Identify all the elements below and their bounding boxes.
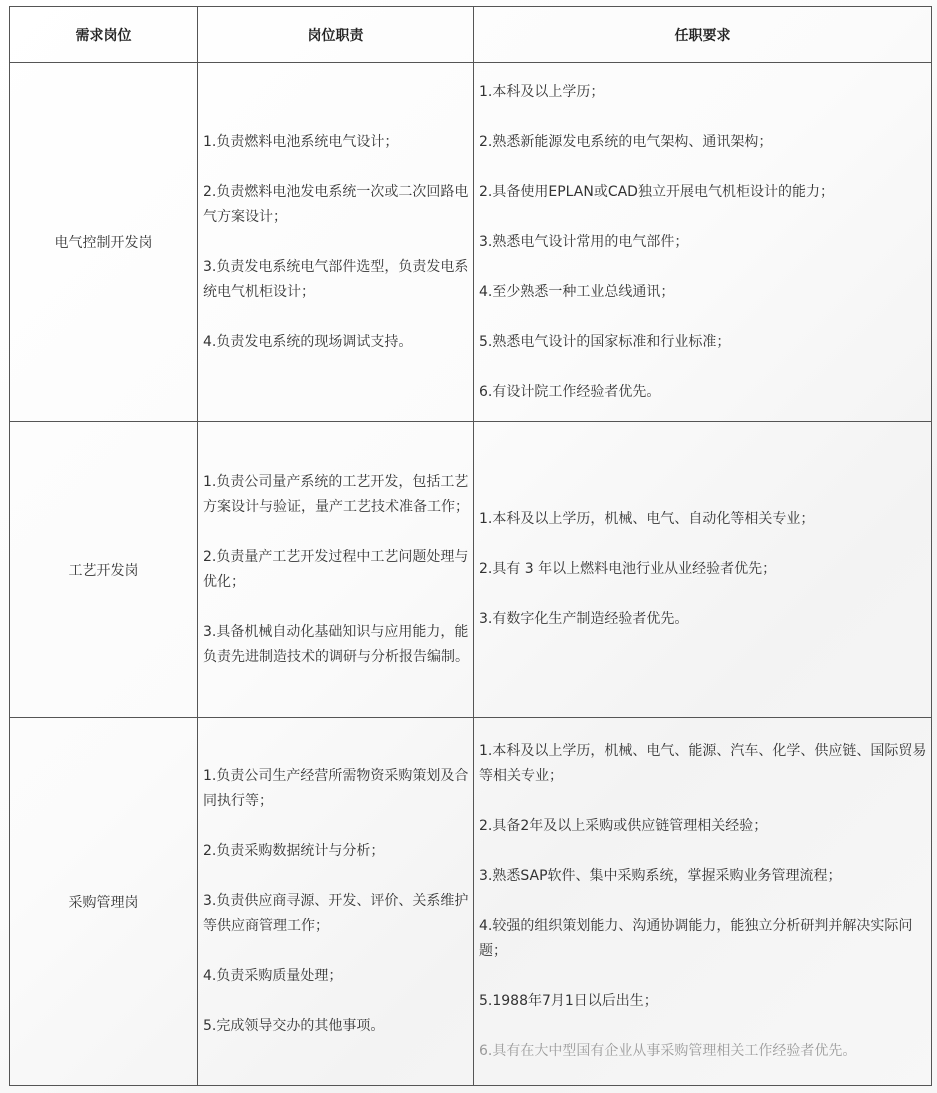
table-row bbox=[10, 63, 932, 422]
duties-cell bbox=[198, 63, 474, 422]
requirement-item: 2.具备使用EPLAN或CAD独立开展电气机柜设计的能力； bbox=[479, 183, 834, 200]
requirement-item: 5.1988年7月1日以后出生； bbox=[479, 993, 658, 1009]
duty-item: 2.负责采购数据统计与分析； bbox=[203, 843, 385, 859]
requirement-item: 3.有数字化生产制造经验者优先。 bbox=[479, 611, 689, 627]
requirement-item: 3.熟悉SAP软件、集中采购系统，掌握采购业务管理流程； bbox=[479, 868, 842, 884]
duty-item: 1.负责公司量产系统的工艺开发，包括工艺方案设计与验证，量产工艺技术准备工作； bbox=[203, 473, 469, 515]
duty-item: 4.负责发电系统的现场调试支持。 bbox=[203, 333, 413, 350]
requirement-item: 4.较强的组织策划能力、沟通协调能力，能独立分析研判并解决实际问题； bbox=[479, 918, 913, 959]
duty-item: 4.负责采购质量处理； bbox=[203, 968, 343, 984]
duty-item: 3.负责发电系统电气部件选型，负责发电系统电气机柜设计； bbox=[203, 258, 469, 300]
table-row bbox=[10, 718, 932, 1086]
duties-cell bbox=[198, 718, 474, 1086]
duty-item: 2.负责量产工艺开发过程中工艺问题处理与优化； bbox=[203, 548, 469, 590]
requirement-item: 2.具备2年及以上采购或供应链管理相关经验； bbox=[479, 818, 768, 834]
requirement-item: 5.熟悉电气设计的国家标准和行业标准； bbox=[479, 333, 731, 350]
post-name: 工艺开发岗 bbox=[10, 422, 198, 718]
duties-cell bbox=[198, 422, 474, 718]
post-name: 采购管理岗 bbox=[10, 718, 198, 1086]
requirement-item: 6.具有在大中型国有企业从事采购管理相关工作经验者优先。 bbox=[479, 1043, 857, 1059]
job-table-wrapper bbox=[9, 6, 932, 1086]
duty-item: 3.负责供应商寻源、开发、评价、关系维护等供应商管理工作； bbox=[203, 893, 469, 934]
header-requirements: 任职要求 bbox=[474, 7, 932, 63]
requirements-cell bbox=[474, 63, 932, 422]
header-duties: 岗位职责 bbox=[198, 7, 474, 63]
job-requirements-table bbox=[9, 6, 932, 1086]
requirement-item: 3.熟悉电气设计常用的电气部件； bbox=[479, 233, 689, 250]
requirement-item: 1.本科及以上学历； bbox=[479, 83, 605, 100]
requirements-cell bbox=[474, 718, 932, 1086]
requirement-item: 1.本科及以上学历，机械、电气、能源、汽车、化学、供应链、国际贸易等相关专业； bbox=[479, 743, 927, 784]
post-name: 电气控制开发岗 bbox=[10, 63, 198, 422]
table-header-row bbox=[10, 7, 932, 63]
duty-item: 1.负责燃料电池系统电气设计； bbox=[203, 133, 399, 150]
requirement-item: 2.熟悉新能源发电系统的电气架构、通讯架构； bbox=[479, 133, 773, 150]
table-row bbox=[10, 422, 932, 718]
requirement-item: 4.至少熟悉一种工业总线通讯； bbox=[479, 283, 675, 300]
header-post: 需求岗位 bbox=[10, 7, 198, 63]
duty-item: 1.负责公司生产经营所需物资采购策划及合同执行等； bbox=[203, 768, 469, 809]
duty-item: 2.负责燃料电池发电系统一次或二次回路电气方案设计； bbox=[203, 183, 469, 225]
requirements-cell bbox=[474, 422, 932, 718]
requirement-item: 1.本科及以上学历，机械、电气、自动化等相关专业； bbox=[479, 511, 815, 527]
duty-item: 3.具备机械自动化基础知识与应用能力，能负责先进制造技术的调研与分析报告编制。 bbox=[203, 623, 469, 665]
requirement-item: 6.有设计院工作经验者优先。 bbox=[479, 383, 661, 400]
requirement-item: 2.具有 3 年以上燃料电池行业从业经验者优先； bbox=[479, 561, 777, 577]
duty-item: 5.完成领导交办的其他事项。 bbox=[203, 1018, 385, 1034]
